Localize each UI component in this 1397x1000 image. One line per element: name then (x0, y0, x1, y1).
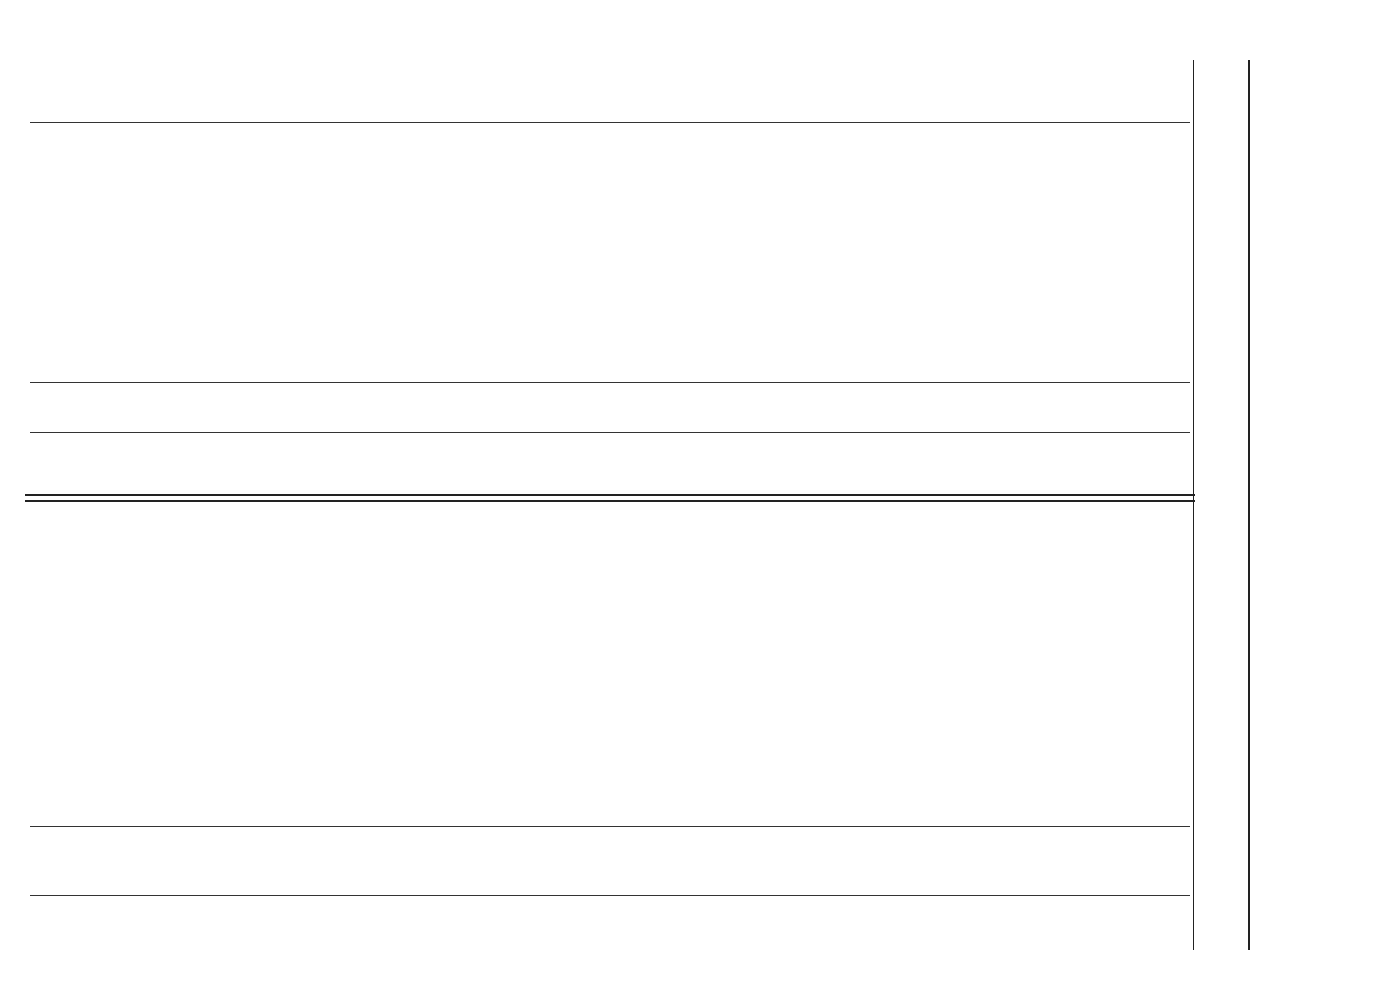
digitization-credit (6, 989, 18, 995)
duty-col-divider (30, 826, 1190, 827)
center-divider-a (25, 494, 1195, 496)
general-col-divider (30, 382, 1190, 383)
center-divider-b (25, 500, 1195, 502)
column-head-rule (1193, 60, 1194, 950)
treaty-col-divider (30, 432, 1190, 433)
existing-col-divider (30, 122, 1190, 123)
header-rule (1248, 60, 1250, 950)
right-border (30, 895, 1190, 896)
page-header (1254, 60, 1284, 945)
